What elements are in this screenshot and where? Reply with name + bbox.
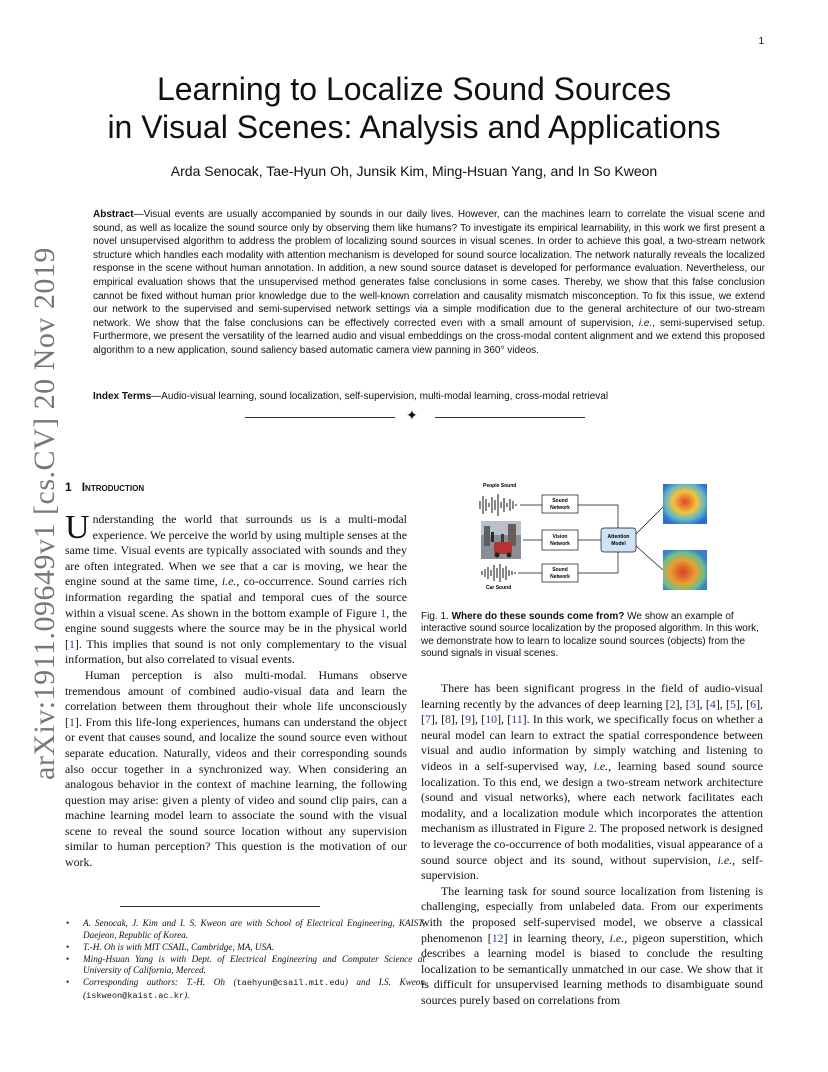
text-span: , learning based sound source localization. To this end, we design a two-stream network architecture (sound and visual networks), where each network facilitates each modality, and a localization module which incorporates the attention mechanism as illustrated in Figure xyxy=(421,758,763,836)
waveform-top-icon xyxy=(480,494,516,516)
arxiv-stamp-text: arXiv:1911.09649v1 [cs.CV] 20 Nov 2019 xyxy=(28,247,61,780)
title-line-2: in Visual Scenes: Analysis and Applications xyxy=(107,109,721,145)
paragraph-intro-3: There has been significant progress in the field of audio-visual learning recently by the advances of deep learning [2], [3], [4], [5], [6], [7], [8], [9], [10], [11]. In this work, we specifically focus on whether a neural model can learn to extract the spatial correspondence between visual and audio information by simply watching and listening to videos in a self-supervised way, i.e., learning based sound source localization. To this end, we design a two-stream network architecture (sound and visual networks), where each network facilitates each modality, and a localization module which incorporates the attention mechanism as illustrated in Figure 2. The proposed network is designed to leverage the co-occurrence of both modalities, visual appearance of a sound source object and its sound, without supervision, i.e., self-supervision. xyxy=(421,681,764,883)
footnote-rule xyxy=(120,906,320,907)
figure-arrows xyxy=(518,505,663,573)
paragraph-intro-2 xyxy=(65,668,407,871)
citation-1[interactable]: 1 xyxy=(68,714,75,729)
citation[interactable]: 7 xyxy=(424,712,431,727)
box-label: Model xyxy=(611,541,626,547)
footnote-affiliation-kaist: • A. Senocak, J. Kim and I. S. Kweon are with School of Electrical Engineering, KAIST, Daejeon, Republic of Korea. xyxy=(83,918,425,941)
text-span: ] in learning theory, xyxy=(503,930,610,945)
car-sound-label: Car Sound xyxy=(486,585,512,591)
page-number: 1 xyxy=(758,36,764,47)
divider-line-left xyxy=(245,417,395,418)
abstract-text-2: , semi-supervised setup. Furthermore, we present the versatility of the learned audio and visual embeddings on the cross-modal content alignment and we extend this proposed algorithm to a new application, sound saliency based automatic camera view panning in 360° videos. xyxy=(93,317,765,356)
waveform-bottom-icon xyxy=(482,564,515,582)
author-list: Arda Senocak, Tae-Hyun Oh, Junsik Kim, Ming-Hsuan Yang, and In So Kweon xyxy=(170,163,658,179)
figure-ref-2[interactable]: 2 xyxy=(587,821,594,836)
title-line-1: Learning to Localize Sound Sources xyxy=(156,71,672,107)
citation-1[interactable]: 1 xyxy=(68,636,75,651)
paragraph-intro-4 xyxy=(421,884,763,1009)
citation[interactable]: 10 xyxy=(485,712,498,727)
caption-bold: Where do these sounds come from? xyxy=(451,611,625,622)
citation[interactable]: 6 xyxy=(750,696,757,711)
email-link[interactable]: taehyun@csail.mit.edu xyxy=(236,978,345,989)
box-label: Sound xyxy=(552,567,568,573)
text-italic: i.e. xyxy=(221,574,237,589)
people-sound-label: People Sound xyxy=(483,483,517,489)
box-label: Attention xyxy=(607,534,630,540)
paper-title xyxy=(60,70,768,146)
text-span: ]. This implies that sound is not only complementary to the visual information, but also correlated to visual events. xyxy=(65,636,407,667)
index-terms-label: Index Terms xyxy=(93,391,152,402)
index-terms-text: —Audio-visual learning, sound localization, self-supervision, multi-modal learning, cross-modal retrieval xyxy=(151,391,609,402)
text-italic: i.e. xyxy=(593,758,609,773)
figure-caption xyxy=(421,611,765,661)
abstract-ie: i.e. xyxy=(638,317,653,329)
abstract-text: —Visual events are usually accompanied by sounds in our daily lives. However, can the machines learn to correlate the visual scene and sound, as well as localize the sound source only by observing them like humans? To investigate its empirical learnability, in this work we first present a novel unsupervised algorithm to address the problem of localizing sound sources in visual scenes. In order to achieve this goal, a two-stream network structure which handles each modality with attention mechanism is developed for sound source localization. The network naturally reveals the localized response in the scene without human annotation. In addition, a new sound source dataset is developed for performance evaluation. Nevertheless, our empirical evaluation shows that the unsupervised method generates false conclusions in some cases. Thereby, we show that this false conclusion cannot be fixed without human prior knowledge due to the well-known correlation and causality mismatch misconception. To fix this issue, we extend our network to the supervised and semi-supervised network settings via a simple modification due to the general architecture of our two-stream network. We show that the false conclusions can be effectively corrected even with a small amount of supervision, xyxy=(93,209,765,329)
divider-star-icon: ✦ xyxy=(406,409,418,424)
abstract xyxy=(93,208,765,358)
text-span: ) and I.S. Kweon ( xyxy=(83,977,425,1001)
text-span: , pigeon superstition, which describes a learning model is biased to conclude the resulting localization to be semantically unmatched in our case. We show that it is difficult for unsupervised learning methods to disambiguate sound sources purely based on correlations from xyxy=(421,930,764,1007)
citation-12[interactable]: 12 xyxy=(491,930,504,945)
text-span: , the engine sound suggests where the source may be in the physical world [ xyxy=(65,605,407,651)
footnotes xyxy=(65,918,425,1003)
text-span: , self-supervision. xyxy=(421,852,763,883)
text-italic: i.e. xyxy=(717,852,733,867)
caption-text: We show an example of interactive sound source localization by the proposed algorithm. In this work, we demonstrate how to learn to localize sound sources (objects) from the sound signals in visual scenes. xyxy=(421,611,759,660)
divider-line-right xyxy=(435,417,585,418)
right-column xyxy=(421,681,763,1008)
text-span: . The proposed network is designed to leverage the co-occurrence of both modalities, visual appearance of a sound source object and its sound, without supervision, xyxy=(421,821,763,867)
text-span: Corresponding authors: T.-H. Oh ( xyxy=(83,977,237,988)
text-span: There has been significant progress in the field of audio-visual learning recently by the advances of deep learning [ xyxy=(421,681,763,711)
citation[interactable]: 3 xyxy=(689,696,696,711)
text-span: ). xyxy=(184,990,190,1001)
box-label: Network xyxy=(550,505,570,511)
footnote-affiliation-ucm: • Ming-Hsuan Yang is with Dept. of Electrical Engineering and Computer Science at University of California, Merced. xyxy=(83,954,425,977)
box-label: Vision xyxy=(552,534,568,540)
citation[interactable]: 9 xyxy=(465,712,472,727)
citation[interactable]: 5 xyxy=(730,696,736,711)
citation[interactable]: 4 xyxy=(709,696,716,711)
street-scene-image xyxy=(481,521,521,559)
citation[interactable]: 8 xyxy=(445,712,451,727)
footnote-affiliation-mit: • T.-H. Oh is with MIT CSAIL, Cambridge, MA, USA. xyxy=(83,942,425,954)
text-span: , co-occurrence. Sound carries rich information regarding the spatial and temporal cues of the source within a visual scene. As shown in the bottom example of Figure xyxy=(65,574,407,620)
index-terms xyxy=(93,390,765,403)
citation[interactable]: 11 xyxy=(511,712,523,727)
section-divider xyxy=(245,410,585,424)
section-number: 1 xyxy=(65,480,72,494)
section-title: Introduction xyxy=(81,480,145,494)
email-link[interactable]: iskweon@kaist.ac.kr xyxy=(86,991,185,1002)
attention-model-box xyxy=(601,528,636,552)
footnote-corresponding xyxy=(83,977,425,1002)
section-heading xyxy=(65,480,144,494)
heatmap-people xyxy=(663,484,707,524)
figure-ref-1[interactable]: 1 xyxy=(380,605,387,620)
text-span: . In this work, we specifically focus on whether a neural model can learn to extract the spatial correspondence between visual and audio information by simply watching and listening to videos in a self-supervised way, xyxy=(421,712,763,773)
drop-cap: U xyxy=(65,509,90,546)
box-label: Network xyxy=(550,541,570,547)
figure-1 xyxy=(478,482,768,594)
heatmap-car xyxy=(663,550,707,590)
left-column xyxy=(65,509,407,871)
arxiv-stamp xyxy=(10,240,70,800)
box-label: Network xyxy=(550,574,570,580)
vision-network-box xyxy=(542,530,578,550)
abstract-label: Abstract xyxy=(93,209,134,220)
text-span: Human perception is also multi-modal. Humans observe tremendous amount of combined audio-visual data and learn the correlation between them throughout their whole life unconsciously [ xyxy=(65,667,407,729)
text-span: The learning task for sound source localization from listening is challenging, especially from unlabeled data. From our experiments with the proposed self-supervised model, we observe a classical phenomenon [ xyxy=(421,883,763,945)
citation[interactable]: 2 xyxy=(669,696,676,711)
text-italic: i.e. xyxy=(609,930,625,945)
text-span: nderstanding the world that surrounds us is a multi-modal experience. We perceive the world by using multiple senses at the same time. Visual events are typically associated with sounds and they are often integrated. When we see that a car is moving, we hear the engine sound at the same time, xyxy=(65,512,407,589)
box-label: Sound xyxy=(552,498,568,504)
paragraph-intro-1 xyxy=(65,509,407,668)
text-span: ]. From this life-long experiences, humans can understand the object or event that causes sound, and localize the sound source even without separate education. Naturally, videos and their corresponding sounds also occur together in a synchronized way. When considering an analogous behavior in the context of machine learning, the following question may arise: given a plenty of video and sound clip pairs, can a machine learning model learn to associate the sound with the visual scene to reveal the sound source location without any supervision similar to human perception? This question is the motivation of our work. xyxy=(65,714,407,870)
caption-prefix: Fig. 1. xyxy=(421,611,452,622)
